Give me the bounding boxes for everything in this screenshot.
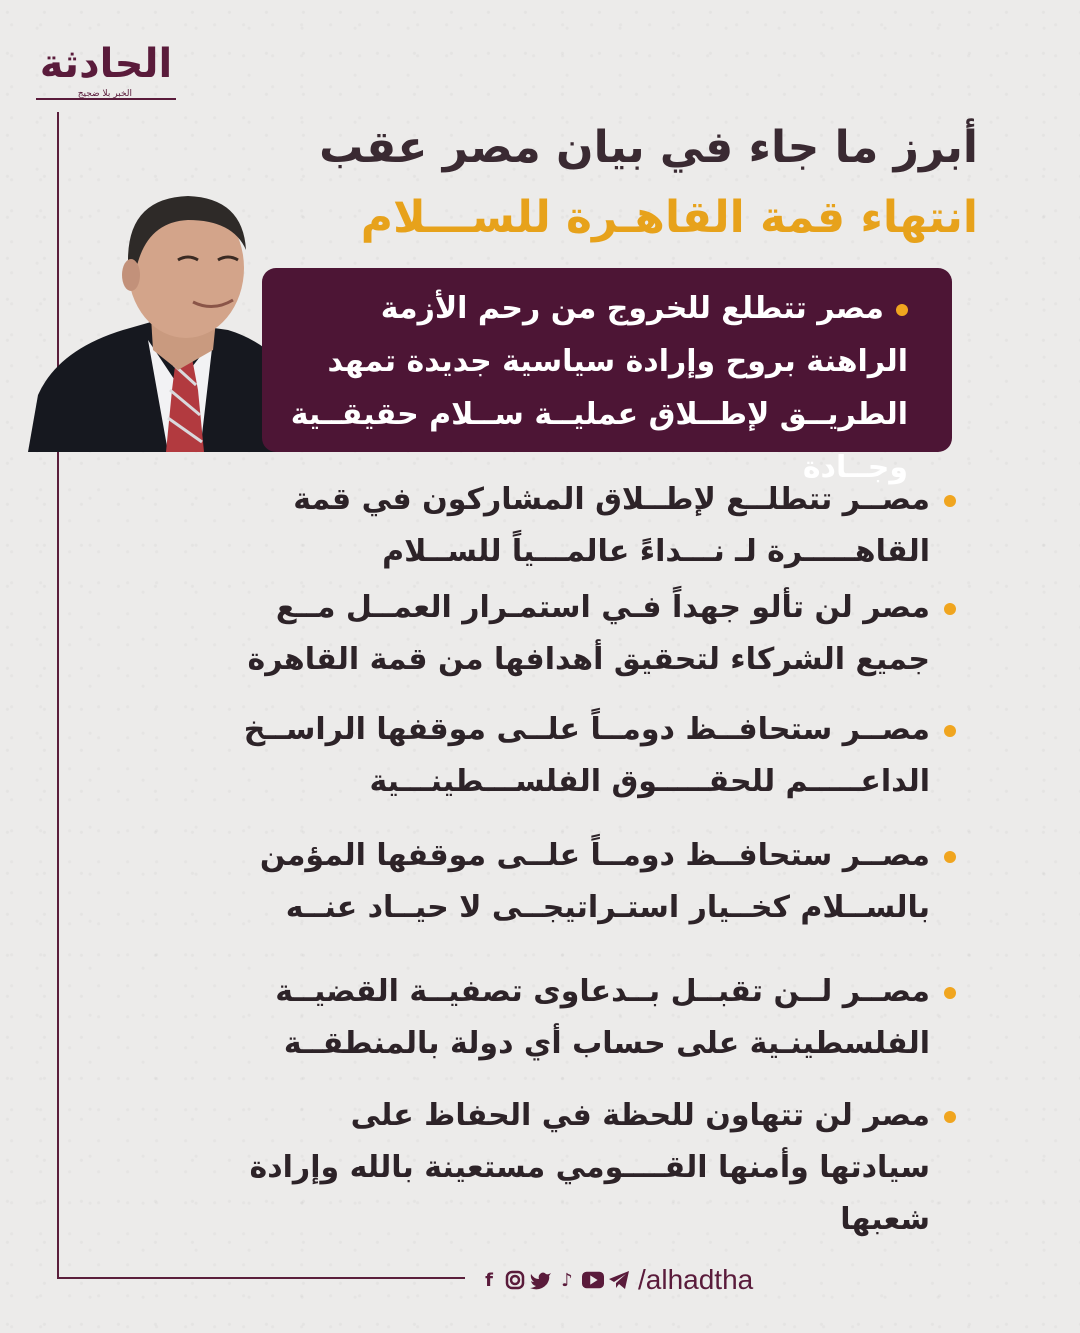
bullet-dot-icon <box>944 987 956 999</box>
bullet-text: مصــر ستحافــظ دومــاً علــى موقفها الراســخ الداعـــــم للحقـــــوق الفلســـطينـــية <box>243 712 930 799</box>
bullet-dot-icon <box>896 304 908 316</box>
frame-line-horizontal <box>57 1277 465 1279</box>
title-line-1: أبرز ما جاء في بيان مصر عقب <box>319 122 978 173</box>
title-line-2: انتهاء قمة القاهـرة للســـلام <box>360 192 978 243</box>
social-handle[interactable]: /alhadtha <box>638 1264 754 1295</box>
highlight-text <box>288 282 908 494</box>
bullet-dot-icon <box>944 603 956 615</box>
bullet-dot-icon <box>944 851 956 863</box>
telegram-icon[interactable] <box>608 1269 630 1291</box>
facebook-icon[interactable]: f <box>485 1269 493 1291</box>
logo-tagline: الخبر بلا ضجيج <box>77 89 132 99</box>
bullet-text: مصــر تتطلــع لإطــلاق المشاركون في قمة القاهـــــرة لـ نـــداءً عالمـــياً للســلام <box>293 482 930 569</box>
bullet-dot-icon <box>944 1111 956 1123</box>
bullet-text: مصــر ستحافــظ دومــاً علــى موقفها المؤمن بالســلام كخــيار استـراتيجــى لا حيــاد عنــه <box>259 838 930 925</box>
bullet-text: مصــر لــن تقبــل بــدعاوى تصفيــة القضيــة الفلسطينـية على حساب أي دولة بالمنطقــة <box>275 974 930 1061</box>
bullet-dot-icon <box>944 725 956 737</box>
social-footer <box>478 1262 753 1298</box>
tiktok-icon[interactable]: ♪ <box>561 1269 573 1291</box>
logo <box>36 40 176 106</box>
highlight-statement: مصر تتطلع للخروج من رحم الأزمة الراهنة بروح وإرادة سياسية جديدة تمهد الطريــق لإطــلاق عمليــة ســلام حقيقــية وجــادة <box>290 291 908 485</box>
bullet-item <box>230 966 930 1070</box>
highlight-box <box>262 268 952 485</box>
bullet-dot-icon <box>944 495 956 507</box>
logo-text: الحادثة <box>39 41 173 87</box>
bullet-text: مصر لن تألو جهداً فـي استمـرار العمــل مــع جميع الشركاء لتحقيق أهدافها من قمة القاهرة <box>247 590 930 677</box>
bullet-item <box>230 704 930 808</box>
bullet-item <box>230 830 930 934</box>
bullet-item <box>230 1090 930 1246</box>
bullet-item <box>230 582 930 686</box>
instagram-icon[interactable] <box>504 1269 526 1291</box>
youtube-icon[interactable] <box>582 1269 604 1291</box>
bullet-text: مصر لن تتهاون للحظة في الحفاظ على سيادتها وأمنها القــــومي مستعينة بالله وإرادة شعبها <box>249 1098 930 1237</box>
bullet-item <box>230 474 930 578</box>
twitter-icon[interactable] <box>530 1269 552 1291</box>
